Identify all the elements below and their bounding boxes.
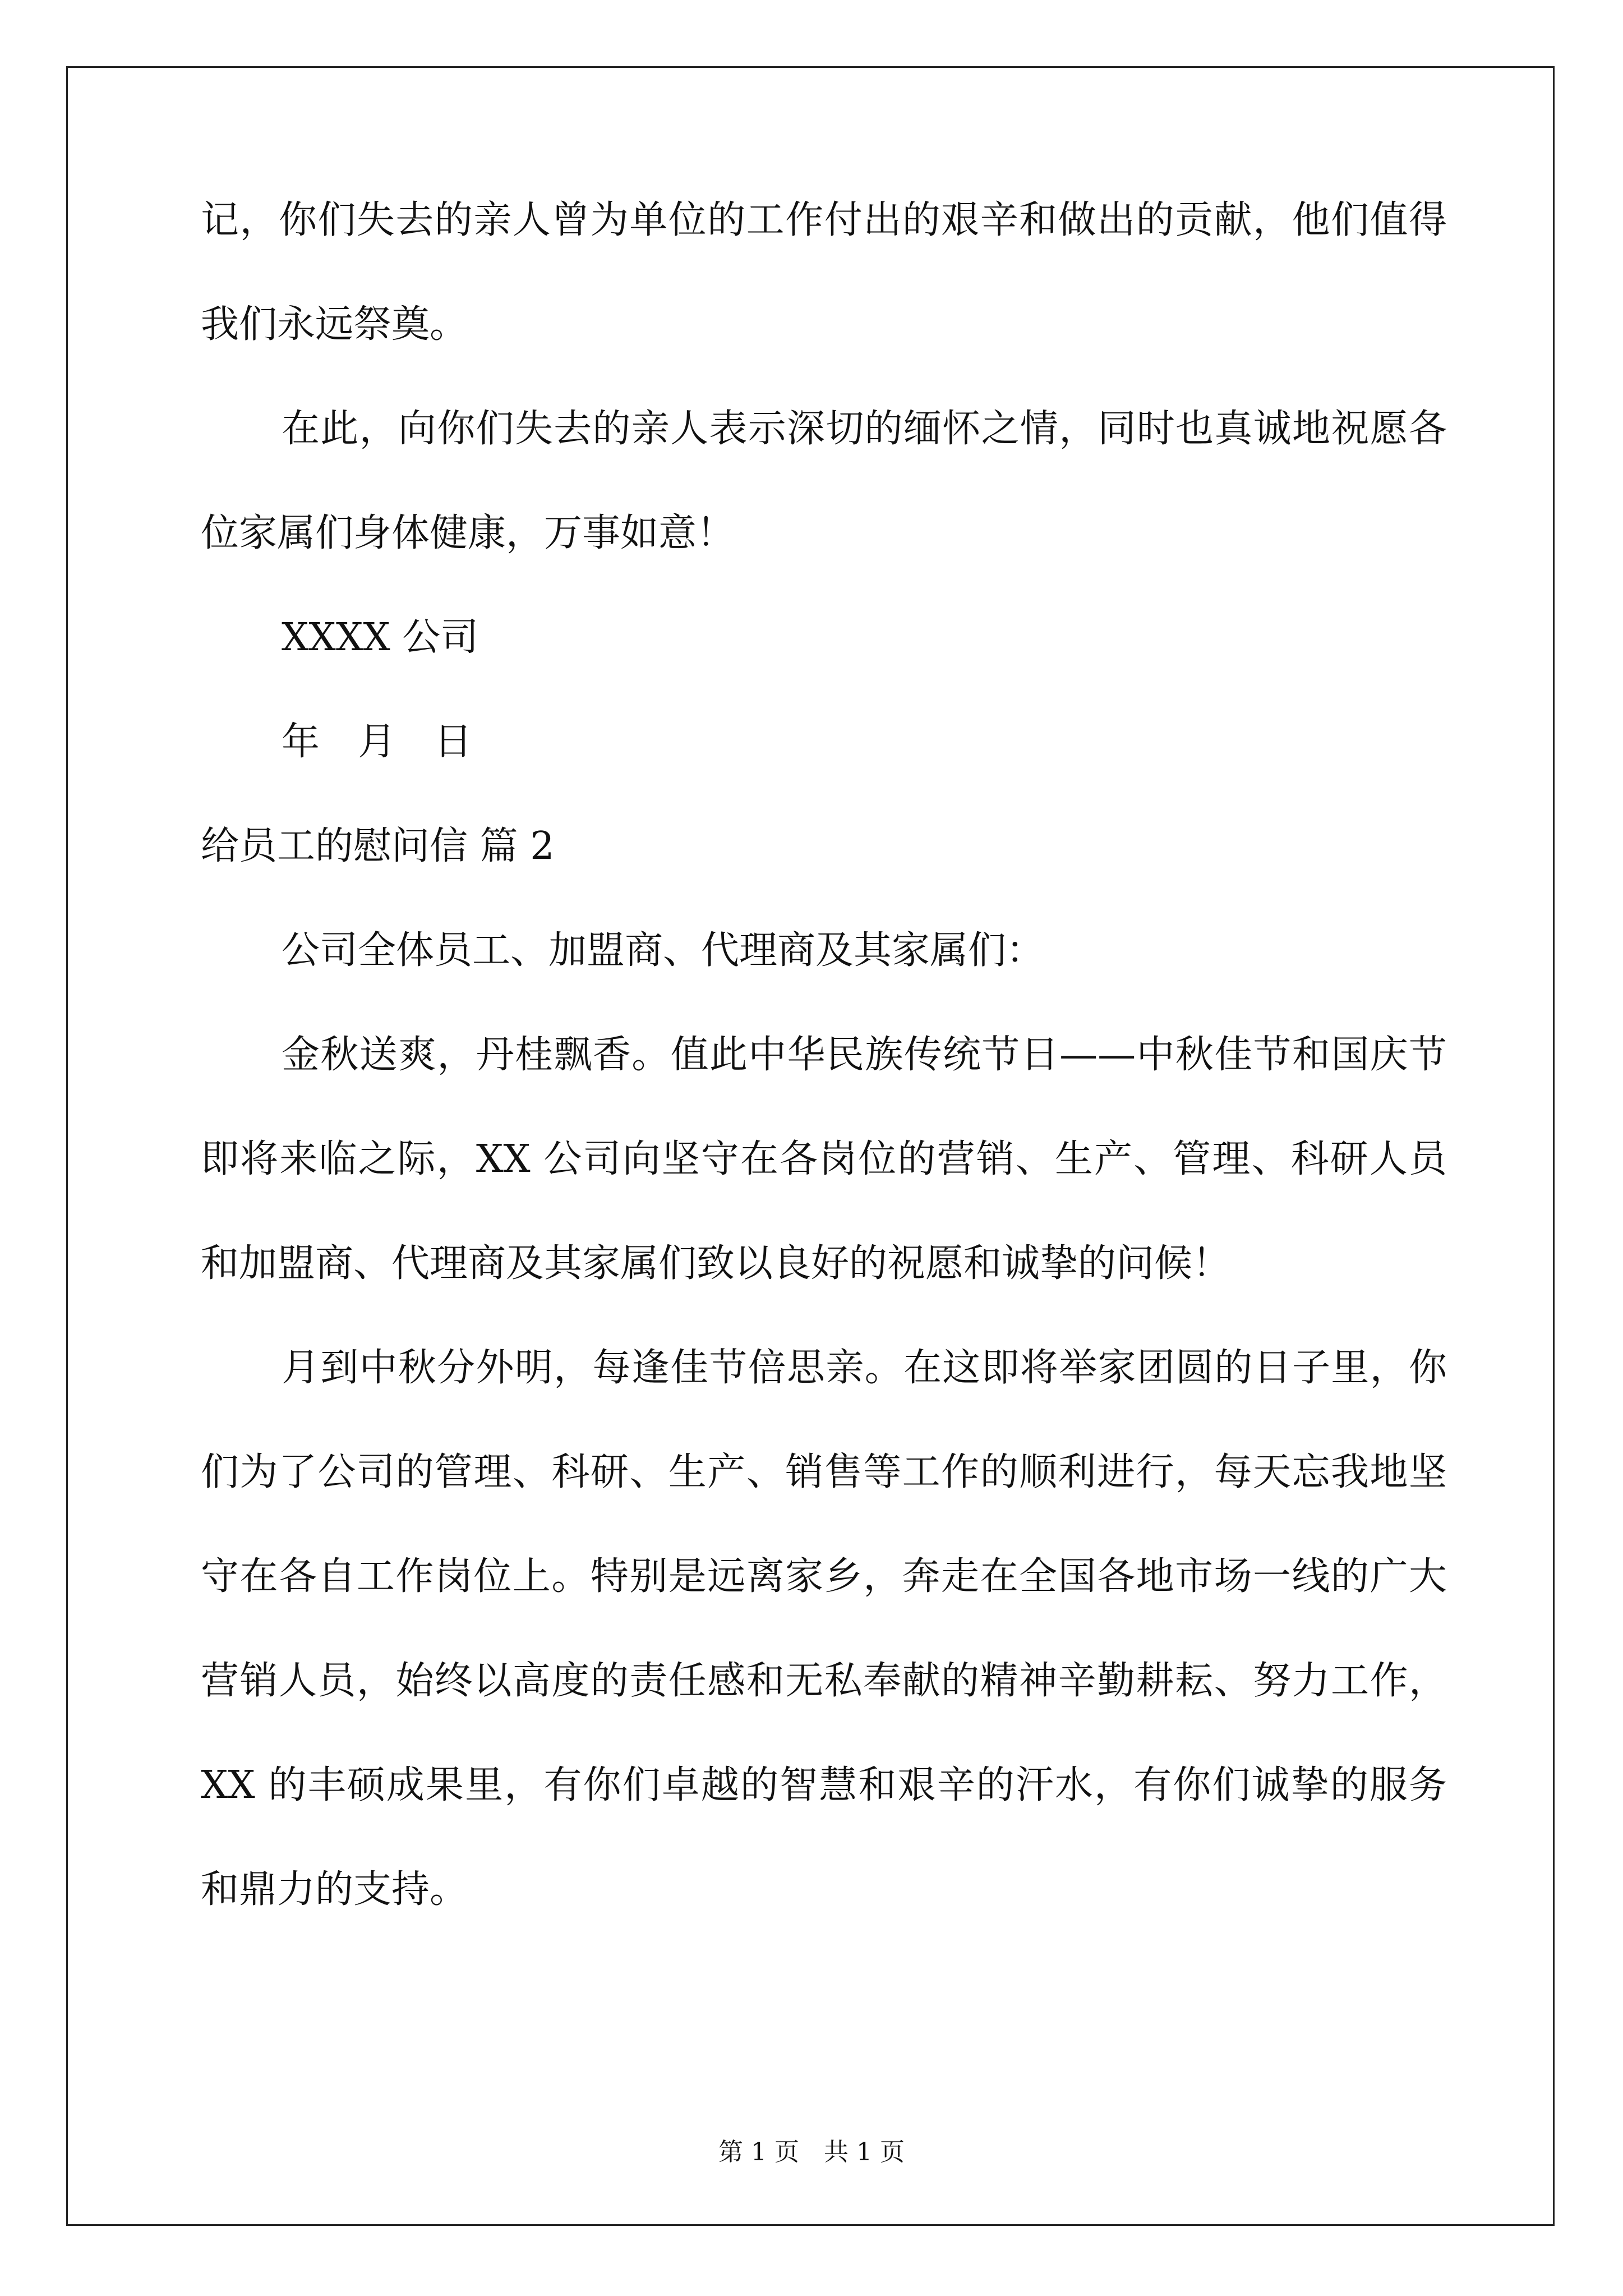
signature-company: XXXX 公司 bbox=[282, 615, 479, 660]
page-footer: 第 1 页 共 1 页 bbox=[718, 2138, 905, 2166]
section-heading: 给员工的慰问信 篇 2 bbox=[201, 824, 555, 868]
signature-date: 年 月 日 bbox=[282, 720, 473, 764]
paragraph-appreciation: 月到中秋分外明，每逢佳节倍思亲。在这即将举家团圆的日子里，你们为了公司的管理、科研、生产、销售等工作的顺利进行，每天忘我地坚守在各自工作岗位上。特别是远离家乡，奔走在全国各地市场一线的广大营销人员，始终以高度的责任感和无私奉献的精神辛勤耕耘、努力工作，XX 的丰硕成果里，有你们卓越的智慧和艰辛的汗水，有你们诚挚的服务和鼎力的支持。 bbox=[201, 1346, 1447, 1912]
paragraph-greeting: 金秋送爽，丹桂飘香。值此中华民族传统节日——中秋佳节和国庆节即将来临之际，XX 公司向坚守在各岗位的营销、生产、管理、科研人员和加盟商、代理商及其家属们致以良好的祝愿和诚挚的问候！ bbox=[201, 1033, 1447, 1286]
paragraph-condolence: 在此，向你们失去的亲人表示深切的缅怀之情，同时也真诚地祝愿各位家属们身体健康，万事如意！ bbox=[201, 407, 1447, 555]
salutation: 公司全体员工、加盟商、代理商及其家属们： bbox=[282, 928, 1045, 973]
paragraph-continuation: 记，你们失去的亲人曾为单位的工作付出的艰辛和做出的贡献，他们值得我们永远祭奠。 bbox=[201, 198, 1447, 347]
document-body bbox=[201, 168, 1447, 1942]
